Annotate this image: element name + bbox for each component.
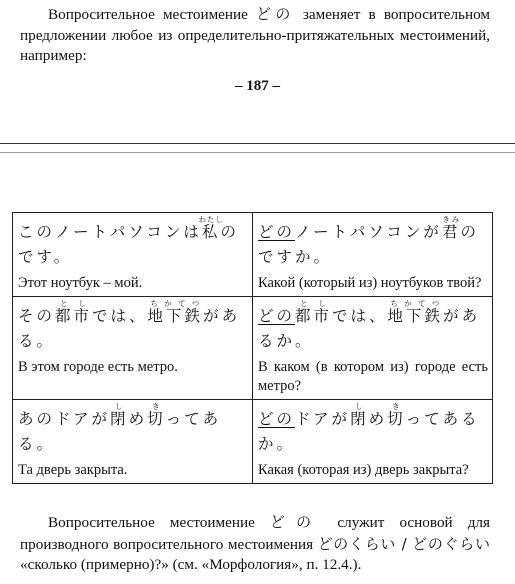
example-2-jp-question bbox=[258, 299, 488, 354]
outro-text-3: «сколько (примерно)?» (см. «Морфология», п. 12.4.). bbox=[20, 556, 362, 573]
example-3-jp-question bbox=[258, 402, 488, 457]
jp-text: ノートパソコンが bbox=[295, 223, 442, 241]
furigana-reading: ちかてつ bbox=[147, 299, 204, 308]
kanji-base: 私 bbox=[198, 223, 224, 241]
jp-text: ってある。 bbox=[18, 410, 222, 453]
example-3-statement-cell bbox=[13, 400, 253, 484]
page-number: – 187 – bbox=[235, 78, 280, 94]
examples-table bbox=[12, 212, 493, 484]
dono-underlined: どの bbox=[258, 223, 296, 241]
example-1-ru-question: Какой (который из) ноутбуков твой? bbox=[258, 275, 482, 291]
jp-text: ってあるか。 bbox=[258, 410, 480, 453]
kanji-base: 都市 bbox=[295, 307, 333, 325]
dono-underlined: どの bbox=[258, 410, 296, 428]
kanji-base: 切 bbox=[387, 410, 406, 428]
outro-dono-word: どの bbox=[269, 513, 323, 531]
jp-text: あのドアが bbox=[18, 410, 111, 428]
dono-underlined: どの bbox=[258, 307, 296, 325]
intro-paragraph bbox=[20, 4, 490, 67]
kanji-base: 君 bbox=[441, 223, 461, 241]
furigana-reading: きみ bbox=[441, 215, 461, 224]
furigana-reading: き bbox=[147, 402, 166, 411]
kanji-base: 地下鉄 bbox=[387, 307, 444, 325]
kanji-base: 地下鉄 bbox=[147, 307, 204, 325]
jp-text: のです。 bbox=[18, 223, 239, 266]
kanji-base: 閉 bbox=[110, 410, 129, 428]
example-1-ru-statement: Этот ноутбук – мой. bbox=[18, 275, 143, 291]
outro-text-1: Вопросительное местоимение bbox=[48, 514, 270, 531]
jp-text: のですか。 bbox=[258, 223, 479, 266]
furigana-reading: とし bbox=[55, 299, 93, 308]
furigana-word bbox=[147, 402, 166, 428]
intro-text-start: Вопросительное местоимение bbox=[48, 6, 257, 23]
jp-text: ドアが bbox=[295, 410, 351, 428]
furigana-reading: し bbox=[350, 402, 369, 411]
example-3-jp-statement bbox=[18, 402, 248, 457]
outro-text-2: служит основой для производного вопросительного местоимения bbox=[20, 514, 490, 553]
furigana-word bbox=[295, 299, 333, 325]
example-2-question-cell bbox=[253, 297, 493, 400]
furigana-reading: き bbox=[387, 402, 406, 411]
example-2-statement-cell bbox=[13, 297, 253, 400]
outro-paragraph bbox=[20, 512, 490, 576]
example-1-statement-cell bbox=[13, 213, 253, 297]
example-row-1 bbox=[13, 213, 493, 297]
jp-text: め bbox=[128, 410, 148, 428]
furigana-word bbox=[387, 299, 444, 325]
example-2-ru-question: В каком (в котором из) городе есть метро? bbox=[258, 359, 488, 394]
jp-text: がある。 bbox=[18, 307, 241, 350]
furigana-word bbox=[350, 402, 369, 428]
furigana-word bbox=[147, 299, 204, 325]
furigana-word bbox=[55, 299, 93, 325]
jp-text: では、 bbox=[332, 307, 388, 325]
furigana-reading: ちかてつ bbox=[387, 299, 444, 308]
kanji-base: 切 bbox=[147, 410, 166, 428]
jp-text: め bbox=[368, 410, 388, 428]
furigana-reading: し bbox=[110, 402, 129, 411]
example-2-jp-statement bbox=[18, 299, 248, 354]
page-separator-thin bbox=[0, 152, 515, 153]
example-1-question-cell bbox=[253, 213, 493, 297]
kanji-base: 都市 bbox=[55, 307, 93, 325]
jp-text: があるか。 bbox=[258, 307, 481, 350]
example-row-2 bbox=[13, 297, 493, 400]
intro-dono-word: どの bbox=[256, 5, 295, 23]
example-3-ru-question: Какая (которая из) дверь закрыта? bbox=[258, 462, 469, 478]
jp-text: では、 bbox=[92, 307, 148, 325]
furigana-reading: わたし bbox=[198, 215, 224, 224]
page-separator-thick bbox=[0, 143, 515, 144]
example-1-jp-question bbox=[258, 215, 488, 270]
example-3-question-cell bbox=[253, 400, 493, 484]
furigana-word bbox=[198, 215, 224, 241]
outro-donokurai-word: どのくらい / どのぐらい bbox=[317, 534, 490, 553]
jp-text: このノートパソコンは bbox=[18, 223, 202, 241]
example-row-3 bbox=[13, 400, 493, 484]
furigana-word bbox=[110, 402, 129, 428]
furigana-word bbox=[387, 402, 406, 428]
kanji-base: 閉 bbox=[350, 410, 369, 428]
example-2-ru-statement: В этом городе есть метро. bbox=[18, 359, 178, 375]
intro-text-end: заменяет в вопросительном предложении любое из определительно-притяжательных местоимений, например: bbox=[20, 6, 490, 64]
example-1-jp-statement bbox=[18, 215, 248, 270]
example-3-ru-statement: Та дверь закрыта. bbox=[18, 462, 128, 478]
furigana-word bbox=[441, 215, 461, 241]
jp-text: その bbox=[18, 307, 56, 325]
furigana-reading: とし bbox=[295, 299, 333, 308]
